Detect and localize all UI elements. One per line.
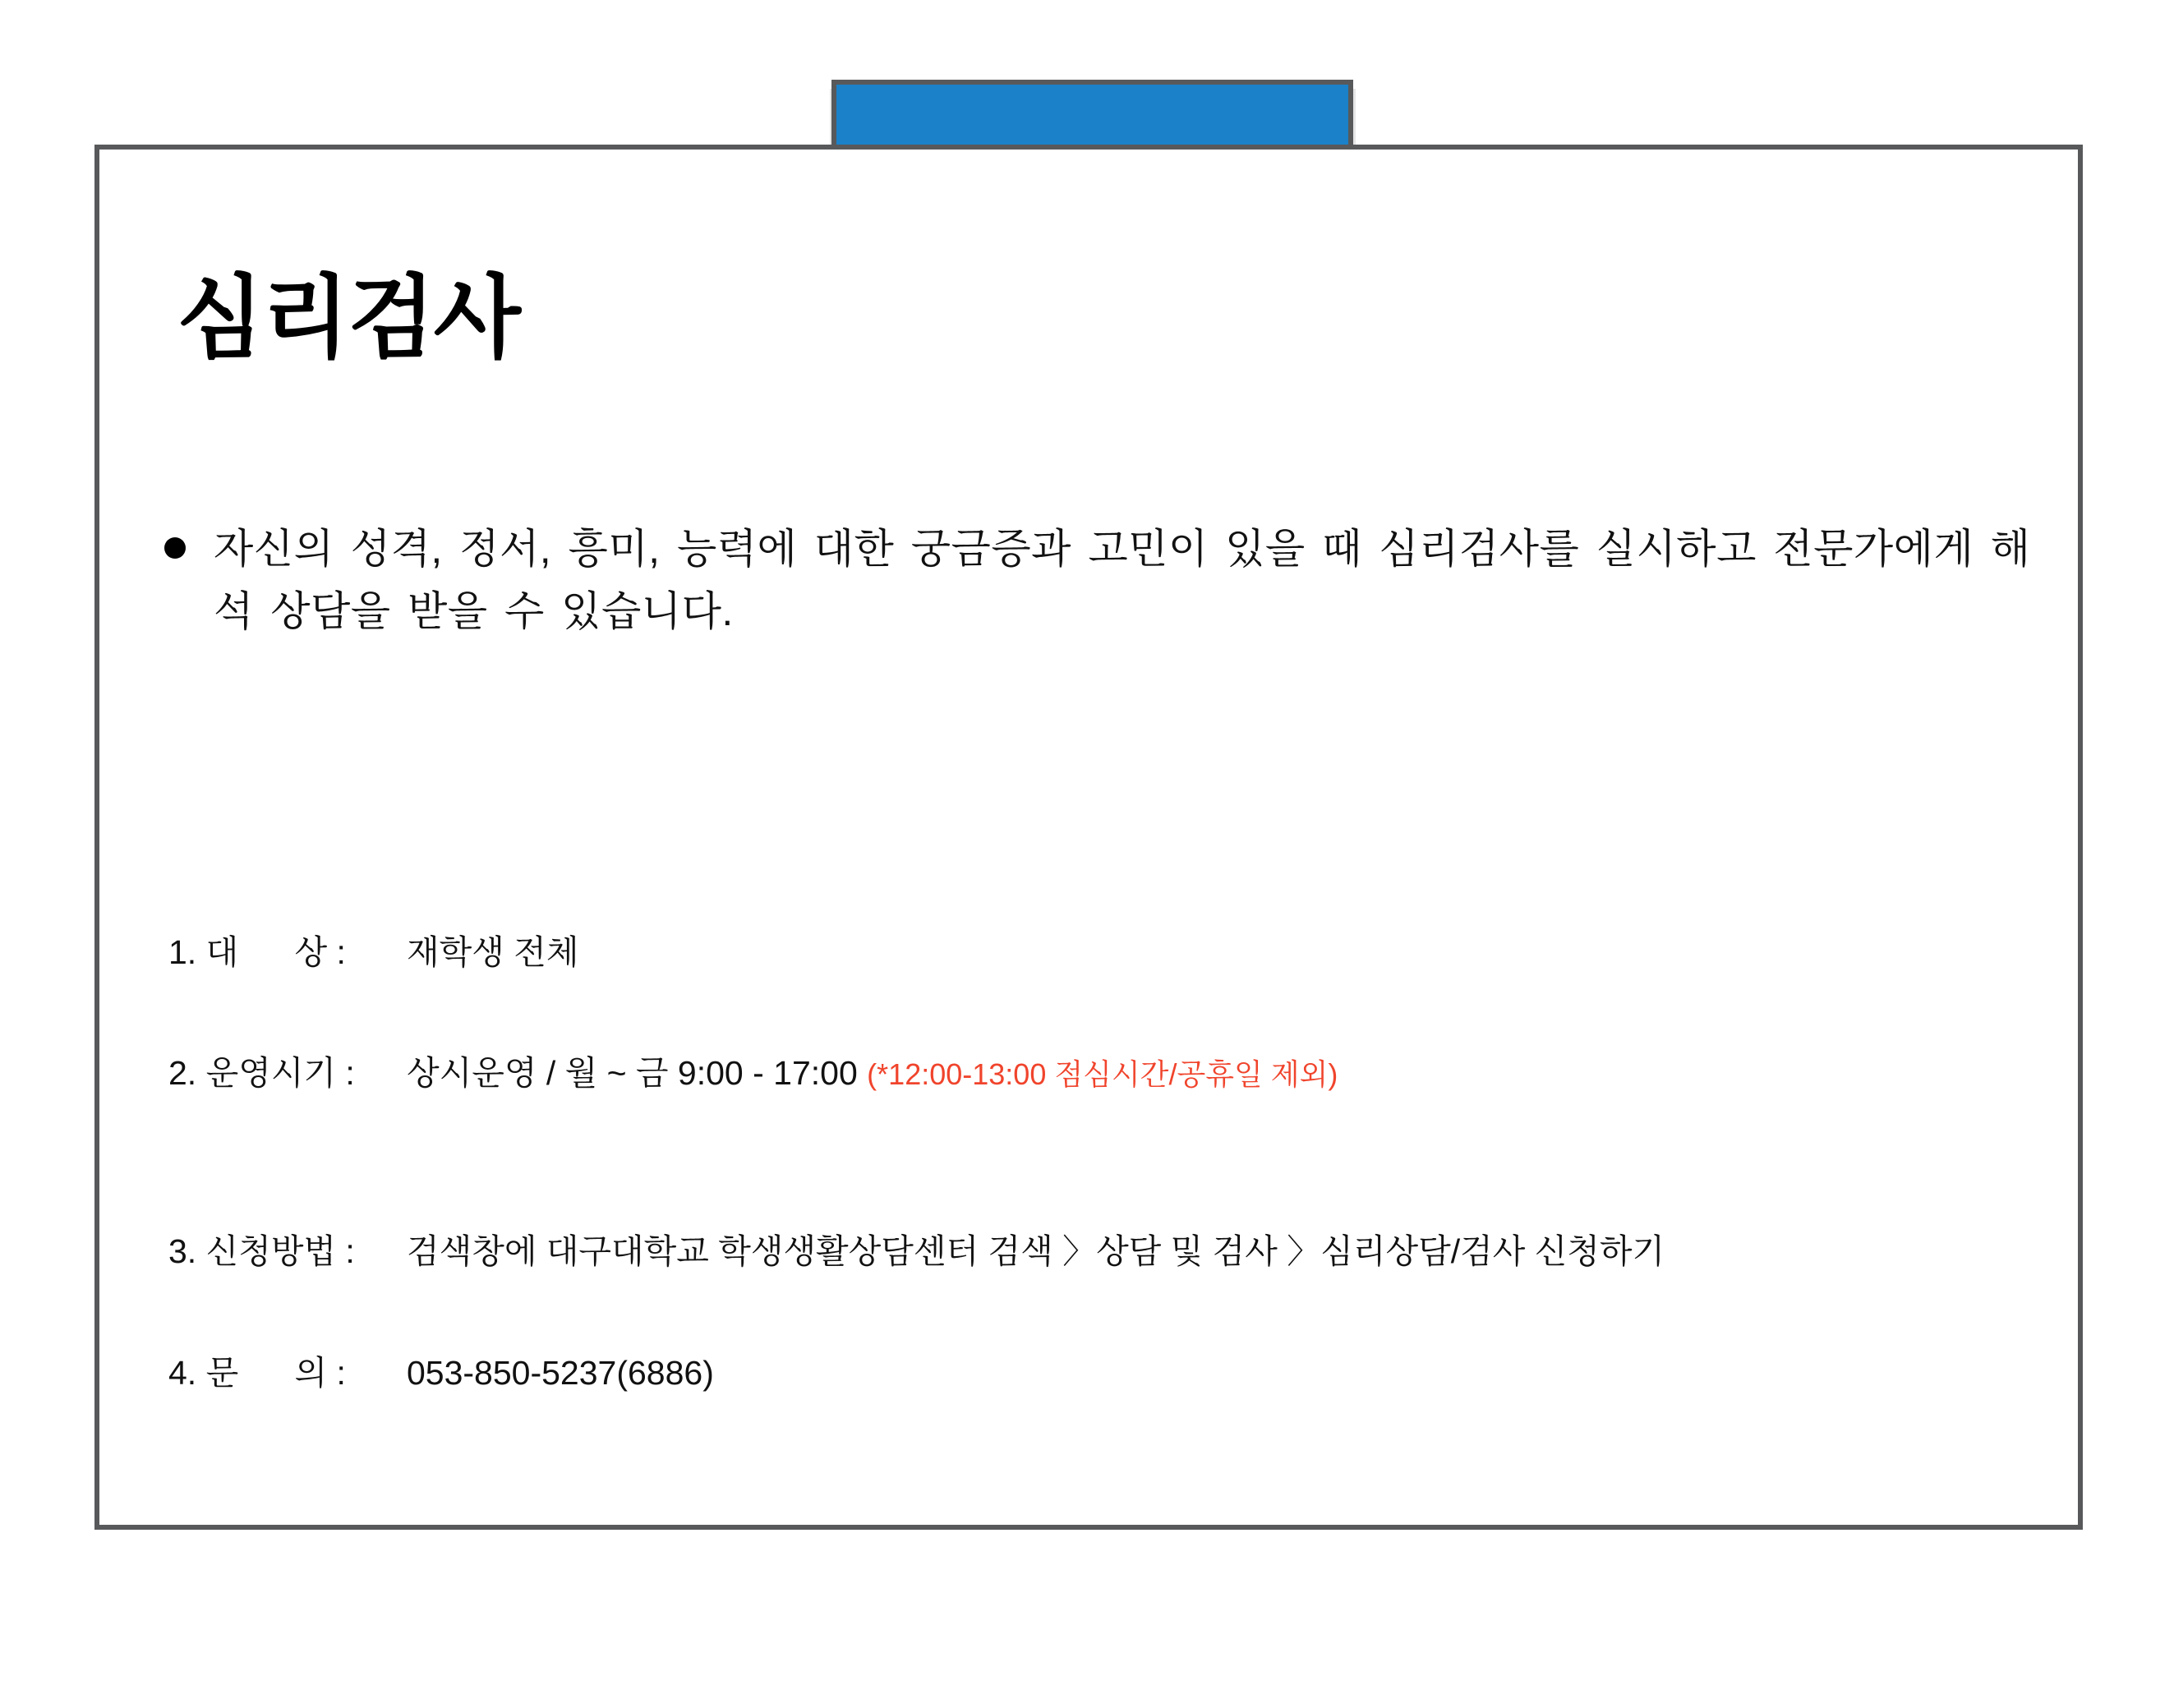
list-item	[168, 1232, 2042, 1272]
list-item-value	[407, 1232, 2042, 1272]
page-title: 심리검사	[177, 268, 520, 369]
description-bullet	[164, 518, 2054, 642]
info-list	[168, 932, 2042, 1393]
list-item-value-text: 053-850-5237(6886)	[407, 1353, 714, 1392]
list-item-value	[407, 932, 2042, 973]
list-item	[168, 1053, 2042, 1093]
list-item-note: (*12:00-13:00 점심시간/공휴일 제외)	[867, 1057, 1338, 1092]
list-item-label-text: 문 의 :	[205, 1353, 346, 1392]
list-item-value-text: 검색창에 대구대학교 학생생활상담센터 검색 〉상담 및 검사 〉심리상담/검사 신청하기	[407, 1232, 1665, 1271]
list-item-label-text: 신청방법 :	[205, 1232, 355, 1271]
list-item-index: 1.	[168, 933, 197, 971]
list-item-value-text: 상시운영 / 월 ~ 금 9:00 - 17:00	[407, 1054, 858, 1093]
list-item-value	[407, 1053, 2042, 1093]
list-item-index: 4.	[168, 1353, 197, 1392]
list-item-label	[168, 932, 407, 973]
list-item-label-text: 운영시기 :	[205, 1054, 355, 1093]
list-item-label-text: 대 상 :	[205, 933, 346, 971]
list-item-label	[168, 1353, 407, 1393]
list-item	[168, 1353, 2042, 1393]
list-item-label	[168, 1053, 407, 1093]
list-item-index: 2.	[168, 1054, 197, 1093]
list-item-index: 3.	[168, 1232, 197, 1271]
list-item-label	[168, 1232, 407, 1272]
description-text: 자신의 성격, 정서, 흥미, 능력에 대한 궁금증과 고민이 있을 때 심리검사를 실시하고 전문가에게 해석 상담을 받을 수 있습니다.	[214, 526, 2031, 634]
list-item	[168, 932, 2042, 973]
list-item-value	[407, 1353, 2042, 1393]
bullet-dot-icon	[164, 537, 186, 559]
list-item-value-text: 재학생 전체	[407, 933, 579, 971]
